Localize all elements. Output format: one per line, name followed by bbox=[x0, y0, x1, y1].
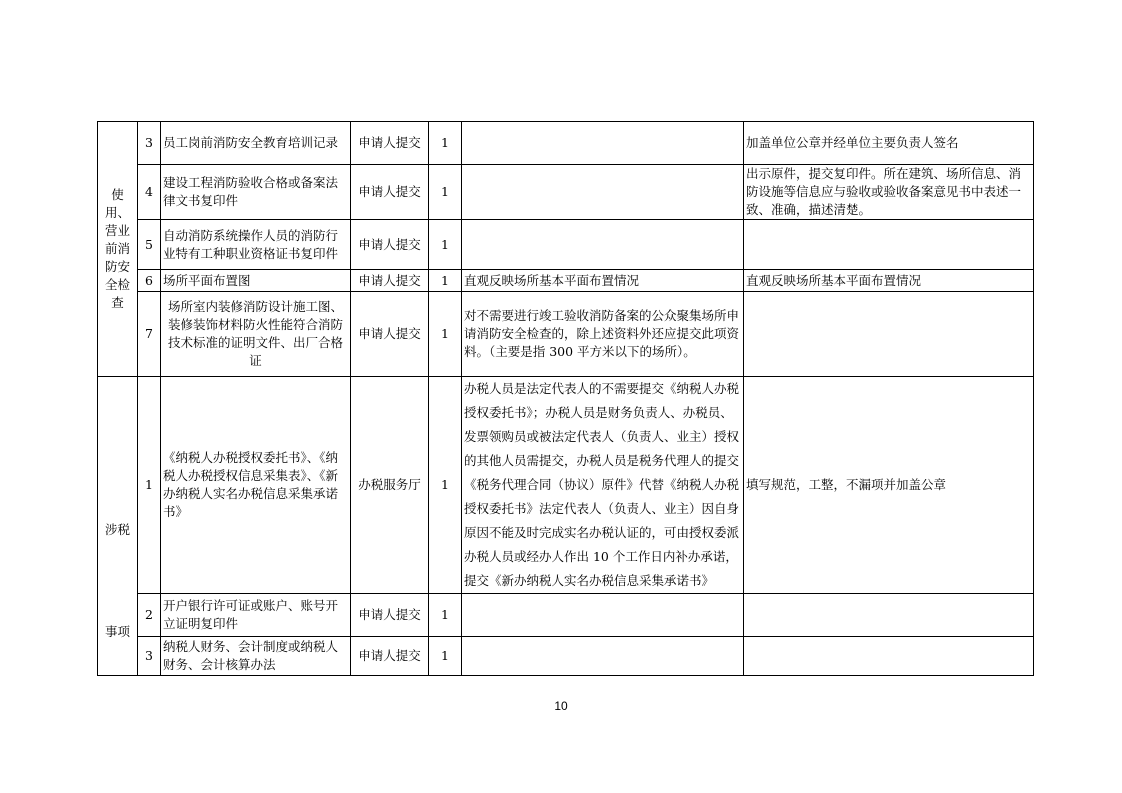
material-name: 场所室内装修消防设计施工图、装修装饰材料防火性能符合消防技术标准的证明文件、出厂合格证 bbox=[161, 292, 351, 377]
copy-count: 1 bbox=[429, 270, 462, 292]
submitter: 申请人提交 bbox=[351, 122, 429, 165]
section-label-tax-top: 涉税 bbox=[104, 522, 130, 537]
materials-table bbox=[97, 121, 1034, 676]
copy-count: 1 bbox=[429, 220, 462, 270]
section-label-fire-check: 使用、营业前消防安全检查 bbox=[98, 122, 138, 377]
section-label-tax-bottom: 事项 bbox=[104, 624, 130, 639]
table-row bbox=[98, 292, 1034, 377]
remark bbox=[462, 165, 744, 220]
submitter: 办税服务厅 bbox=[351, 377, 429, 594]
remark bbox=[462, 594, 744, 637]
row-number: 3 bbox=[138, 122, 161, 165]
page-number: 10 bbox=[554, 699, 568, 713]
submitter: 申请人提交 bbox=[351, 220, 429, 270]
row-number: 3 bbox=[138, 637, 161, 676]
section-label-tax bbox=[98, 377, 138, 676]
requirement: 直观反映场所基本平面布置情况 bbox=[744, 270, 1034, 292]
copy-count: 1 bbox=[429, 594, 462, 637]
remark: 对不需要进行竣工验收消防备案的公众聚集场所申请消防安全检查的，除上述资料外还应提交此项资料。（主要是指 300 平方米以下的场所）。 bbox=[462, 292, 744, 377]
requirement bbox=[744, 594, 1034, 637]
requirement bbox=[744, 637, 1034, 676]
remark bbox=[462, 637, 744, 676]
requirement bbox=[744, 292, 1034, 377]
material-name: 自动消防系统操作人员的消防行业特有工种职业资格证书复印件 bbox=[161, 220, 351, 270]
submitter: 申请人提交 bbox=[351, 594, 429, 637]
material-name: 纳税人财务、会计制度或纳税人财务、会计核算办法 bbox=[161, 637, 351, 676]
material-name: 建设工程消防验收合格或备案法律文书复印件 bbox=[161, 165, 351, 220]
material-name: 场所平面布置图 bbox=[161, 270, 351, 292]
row-number: 7 bbox=[138, 292, 161, 377]
table-row bbox=[98, 220, 1034, 270]
table-row bbox=[98, 637, 1034, 676]
requirement bbox=[744, 220, 1034, 270]
copy-count: 1 bbox=[429, 637, 462, 676]
row-number: 2 bbox=[138, 594, 161, 637]
requirement: 出示原件，提交复印件。所在建筑、场所信息、消防设施等信息应与验收或验收备案意见书中表述一致、准确，描述清楚。 bbox=[744, 165, 1034, 220]
submitter: 申请人提交 bbox=[351, 165, 429, 220]
requirement: 加盖单位公章并经单位主要负责人签名 bbox=[744, 122, 1034, 165]
material-name: 开户银行许可证或账户、账号开立证明复印件 bbox=[161, 594, 351, 637]
requirement: 填写规范，工整，不漏项并加盖公章 bbox=[744, 377, 1034, 594]
table-row bbox=[98, 594, 1034, 637]
submitter: 申请人提交 bbox=[351, 637, 429, 676]
material-name: 《纳税人办税授权委托书》、《纳税人办税授权信息采集表》、《新办纳税人实名办税信息采集承诺书》 bbox=[161, 377, 351, 594]
row-number: 1 bbox=[138, 377, 161, 594]
submitter: 申请人提交 bbox=[351, 292, 429, 377]
remark bbox=[462, 220, 744, 270]
remark: 办税人员是法定代表人的不需要提交《纳税人办税授权委托书》；办税人员是财务负责人、办税员、发票领购员或被法定代表人（负责人、业主）授权的其他人员需提交，办税人员是税务代理人的提交《税务代理合同（协议）原件》代替《纳税人办税授权委托书》法定代表人（负责人、业主）因自身原因不能及时完成实名办税认证的，可由授权委派办税人员或经办人作出 10 个工作日内补办承诺，提交《新办纳税人实名办税信息采集承诺书》 bbox=[462, 377, 744, 594]
copy-count: 1 bbox=[429, 122, 462, 165]
row-number: 6 bbox=[138, 270, 161, 292]
remark bbox=[462, 122, 744, 165]
table-row bbox=[98, 122, 1034, 165]
row-number: 5 bbox=[138, 220, 161, 270]
submitter: 申请人提交 bbox=[351, 270, 429, 292]
remark: 直观反映场所基本平面布置情况 bbox=[462, 270, 744, 292]
copy-count: 1 bbox=[429, 165, 462, 220]
copy-count: 1 bbox=[429, 292, 462, 377]
table-row bbox=[98, 165, 1034, 220]
table-row bbox=[98, 270, 1034, 292]
material-name: 员工岗前消防安全教育培训记录 bbox=[161, 122, 351, 165]
table-row bbox=[98, 377, 1034, 594]
copy-count: 1 bbox=[429, 377, 462, 594]
row-number: 4 bbox=[138, 165, 161, 220]
